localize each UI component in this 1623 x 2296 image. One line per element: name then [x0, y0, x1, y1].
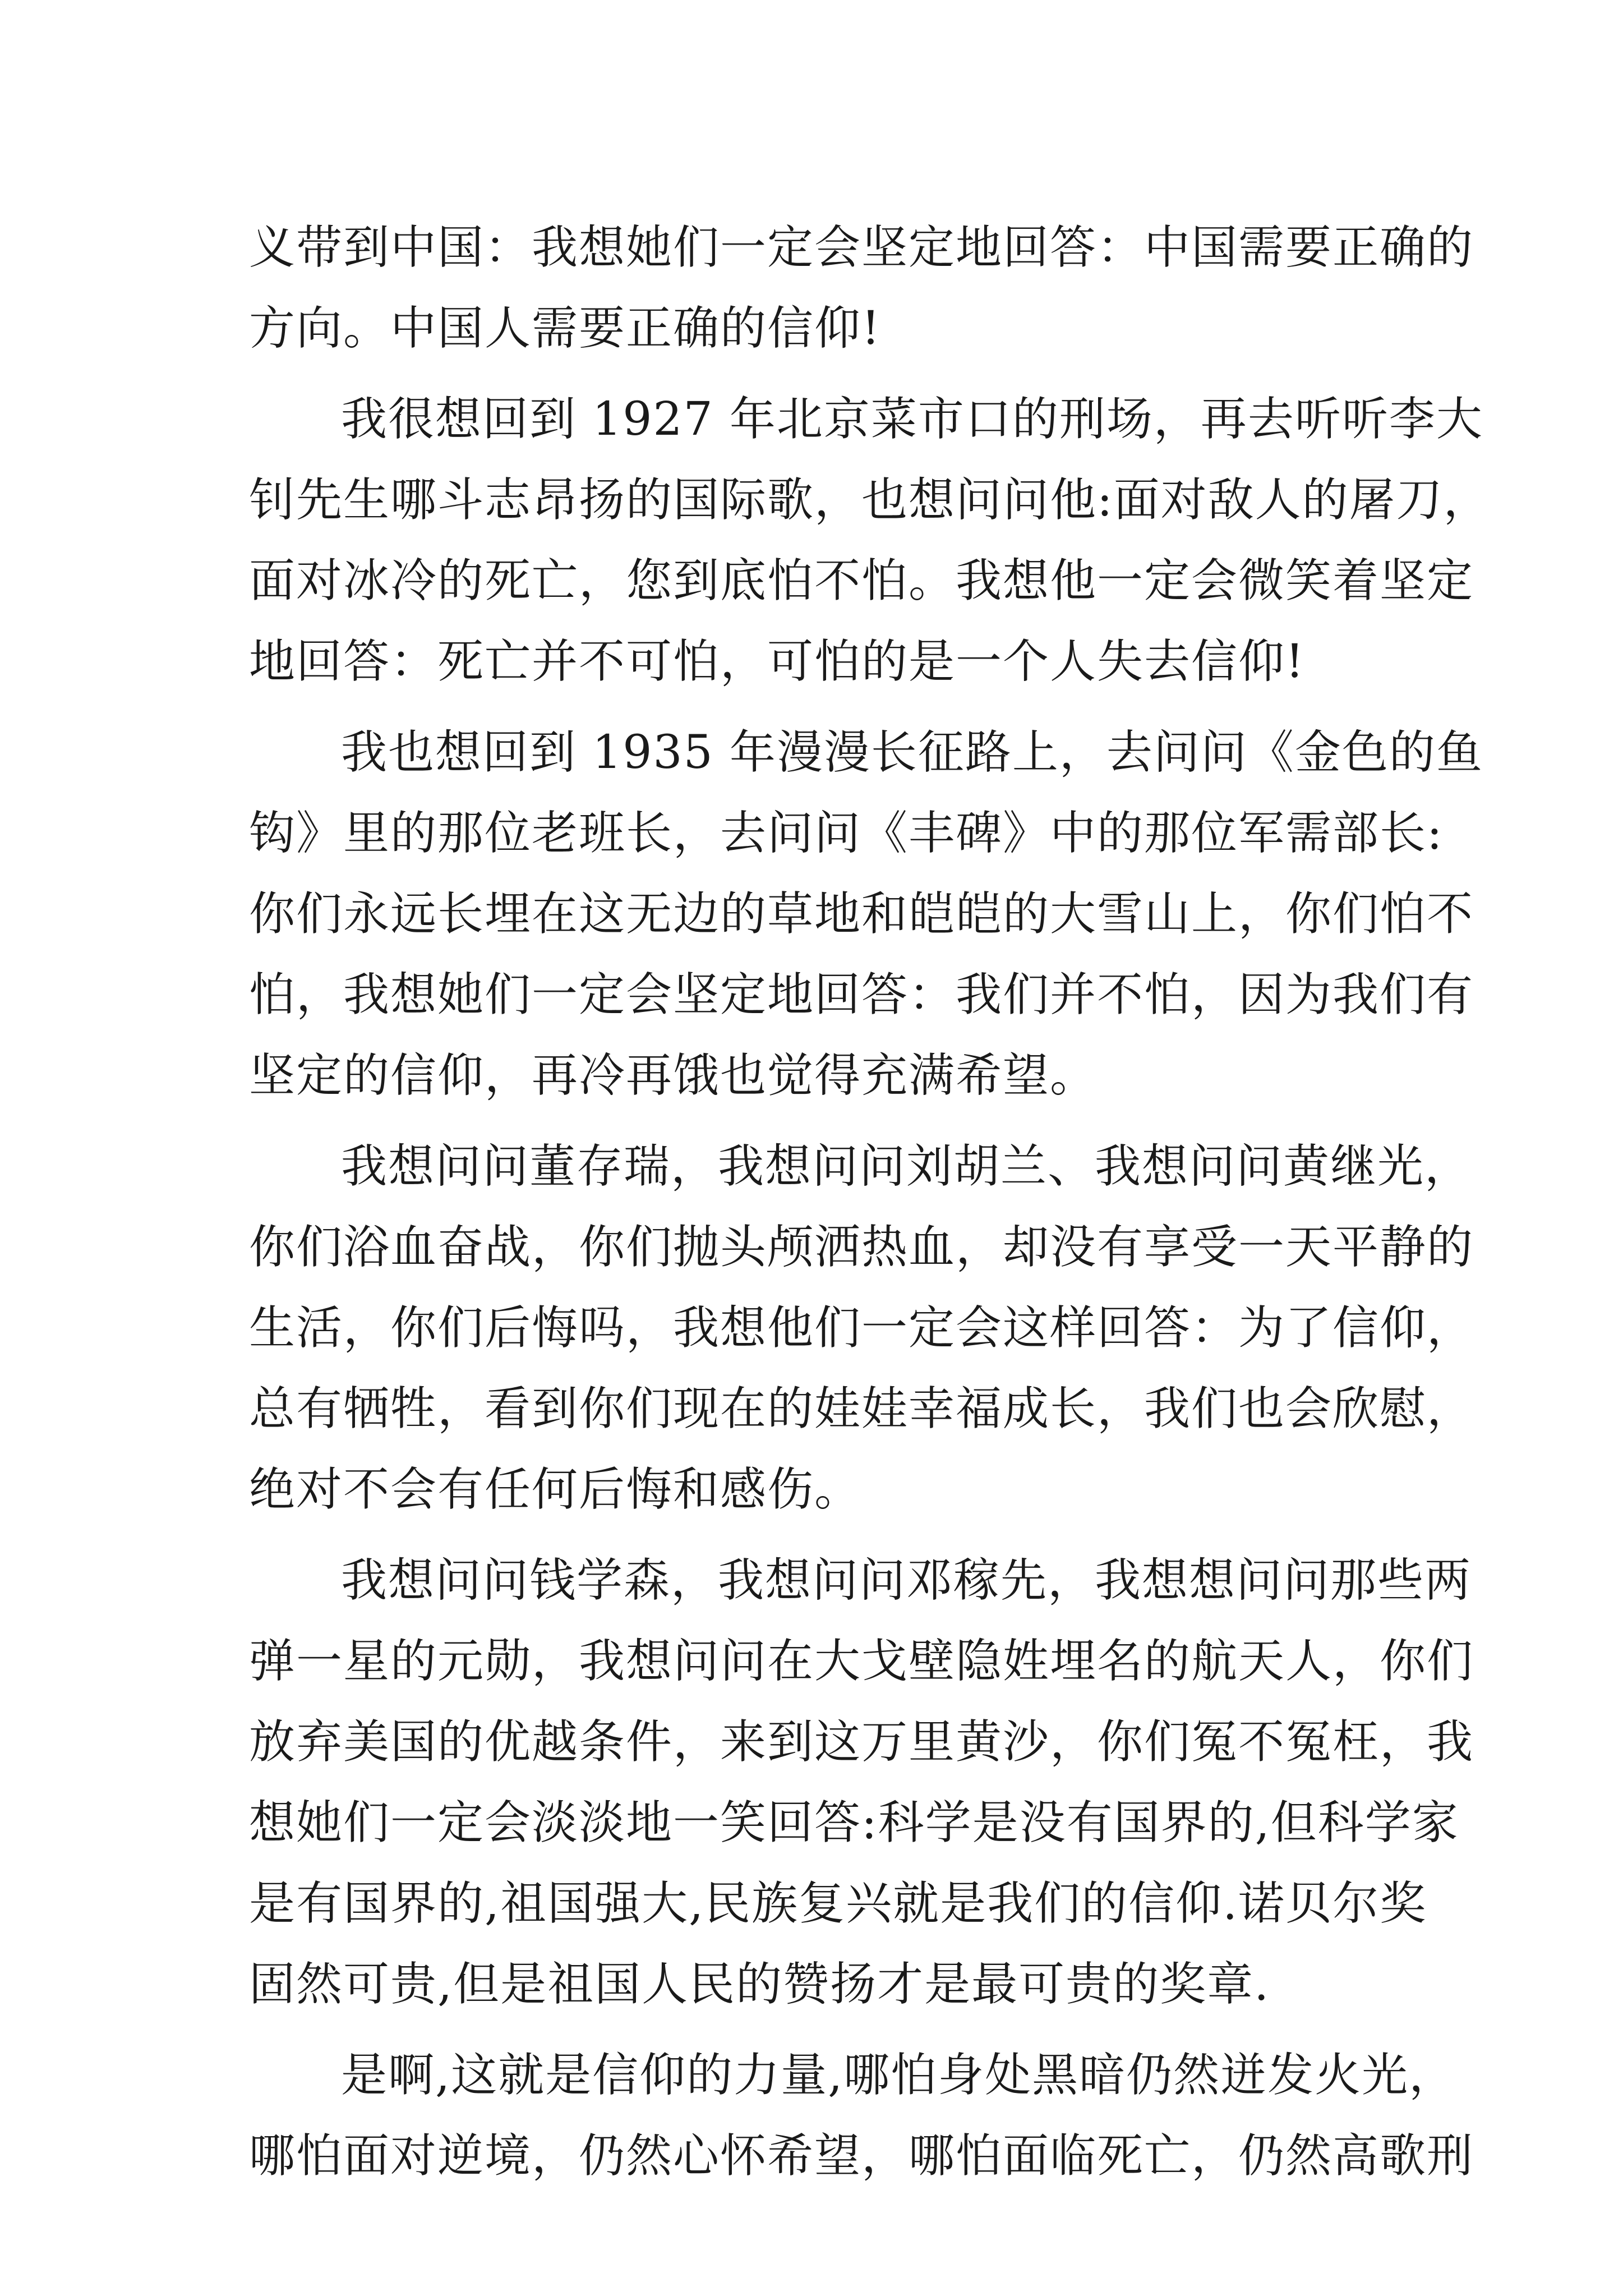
text-line: 固然可贵,但是祖国人民的赞扬才是最可贵的奖章.	[249, 1958, 1270, 2011]
text-line: 方向。中国人需要正确的信仰!	[249, 302, 881, 355]
paragraph	[249, 1126, 1474, 1530]
text-line: 面对冰冷的死亡，您到底怕不怕。我想他一定会微笑着坚定	[249, 554, 1474, 608]
text-line: 你们浴血奋战，你们抛头颅洒热血，却没有享受一天平静的	[249, 1221, 1474, 1274]
text-line: 我很想回到 1927 年北京菜市口的刑场，再去听听李大	[341, 393, 1483, 446]
text-line: 地回答：死亡并不可怕，可怕的是一个人失去信仰!	[249, 635, 1305, 688]
paragraph	[249, 208, 1474, 369]
paragraph	[249, 712, 1483, 1116]
paragraph	[249, 379, 1491, 702]
text-line: 放弃美国的优越条件，来到这万里黄沙，你们冤不冤枉，我	[249, 1715, 1474, 1769]
text-line: 义带到中国：我想她们一定会坚定地回答：中国需要正确的	[249, 221, 1474, 274]
text-line: 你们永远长埋在这无边的草地和皑皑的大雪山上，你们怕不	[249, 887, 1474, 941]
text-line: 弹一星的元勋，我想问问在大戈壁隐姓埋名的航天人，你们	[249, 1635, 1474, 1688]
text-line: 我想问问钱学森，我想问问邓稼先，我想想问问那些两	[341, 1554, 1472, 1607]
text-line: 是啊,这就是信仰的力量,哪怕身处黑暗仍然迸发火光，	[341, 2049, 1456, 2102]
text-line: 是有国界的,祖国强大,民族复兴就是我们的信仰.诺贝尔奖	[249, 1877, 1427, 1930]
text-line: 我也想回到 1935 年漫漫长征路上，去问问《金色的鱼	[341, 726, 1483, 779]
text-line: 总有牺牲，看到你们现在的娃娃幸福成长，我们也会欣慰，	[249, 1382, 1474, 1435]
text-line: 钩》里的那位老班长，去问问《丰碑》中的那位军需部长:	[249, 807, 1444, 860]
text-line: 我想问问董存瑞，我想问问刘胡兰、我想问问黄继光，	[341, 1140, 1472, 1193]
paragraph	[249, 2035, 1474, 2197]
body-text	[249, 208, 1491, 2197]
text-line: 钊先生哪斗志昂扬的国际歌，也想问问他:面对敌人的屠刀，	[249, 473, 1491, 527]
paragraph	[249, 1540, 1474, 2025]
text-line: 坚定的信仰，再冷再饿也觉得充满希望。	[249, 1049, 1098, 1102]
text-line: 哪怕面对逆境，仍然心怀希望，哪怕面临死亡，仍然高歌刑	[249, 2129, 1474, 2183]
text-line: 想她们一定会淡淡地一笑回答:科学是没有国界的,但科学家	[249, 1796, 1459, 1849]
text-line: 怕，我想她们一定会坚定地回答：我们并不怕，因为我们有	[249, 968, 1474, 1022]
text-line: 生活，你们后悔吗，我想他们一定会这样回答：为了信仰，	[249, 1301, 1474, 1355]
text-line: 绝对不会有任何后悔和感伤。	[249, 1463, 862, 1516]
